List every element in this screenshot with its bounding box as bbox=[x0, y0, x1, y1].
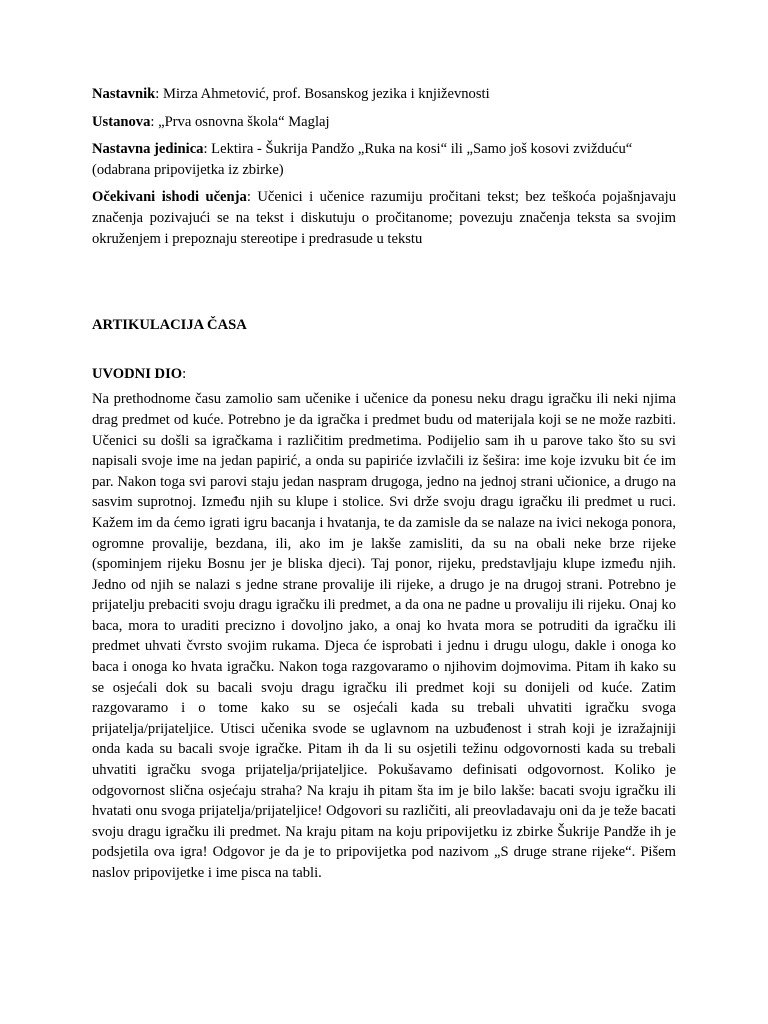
outcomes-label: Očekivani ishodi učenja bbox=[92, 189, 247, 206]
teaching-unit-line bbox=[92, 139, 676, 180]
teaching-unit-value: : Lektira - Šukrija Pandžo „Ruka na kosi“ ili „Samo još kosovi zvižduću“ (odabrana pripovijetka iz zbirke) bbox=[92, 141, 633, 178]
teaching-unit-label: Nastavna jedinica bbox=[92, 141, 204, 158]
intro-paragraph: Na prethodnome času zamolio sam učenike i učenice da ponesu neku dragu igračku ili neki njima drag predmet od kuće. Potrebno je da igračka i predmet budu od materijala koji se ne može razbiti. Učenici su došli sa igračkama i različitim predmetima. Podijelio sam ih u parove tako što su svi napisali svoje ime na jedan papirić, a onda su papiriće izvlačili iz šešira: ime koje izvuku bit će im par. Nakon toga svi parovi staju jedan naspram drugoga, jedno na jednoj strani učionice, a drugo na sasvim suprotnoj. Između njih su klupe i stolice. Svi drže svoju dragu igračku ili predmet u ruci. Kažem im da ćemo igrati igru bacanja i hvatanja, te da zamisle da se nalaze na ivici nekoga ponora, ogromne provalije, bezdana, ili, ako im je lakše zamisliti, da su na obali neke brze rijeke (spominjem rijeku Bosnu jer je bliska djeci). Taj ponor, rijeku, predstavljaju klupe između njih. Jedno od njih se nalazi s jedne strane provalije ili rijeke, a drugo je na drugoj strani. Potrebno je prijatelju prebaciti svoju dragu igračku ili predmet, a da ona ne padne u provaliju ili rijeku. Onaj ko baca, mora to uraditi precizno i dovoljno jako, a onaj ko hvata mora se potruditi da igračku ili predmet uhvati čvrsto svojim rukama. Djeca će isprobati i jednu i drugu ulogu, dakle i onoga ko baca i onoga ko hvata igračku. Nakon toga razgovaramo o njihovim dojmovima. Pitam ih kako su se osjećali dok su bacali svoju dragu igračku ili predmet koji su donijeli od kuće. Zatim razgovaramo i o tome kako su se osjećali kada su trebali uhvatiti igračku svoga prijatelja/prijateljice. Utisci učenika svode se uglavnom na uzbuđenost i strah koji je izražajniji onda kada su bacali svoje igračke. Pitam ih da li su osjetili težinu odgovornosti kada su trebali uhvatiti igračku svoga prijatelja/prijateljice. Pokušavamo definisati odgovornost. Koliko je odgovornost slična osjećaju straha? Na kraju ih pitam šta im je bilo lakše: bacati svoju igračku ili hvatati onu svoga prijatelja/prijateljice! Odgovori su različiti, ali preovladavaju oni da je teže bacati svoju dragu igračku ili predmet. Na kraju pitam na koju pripovijetku iz zbirke Šukrije Pandže ih je podsjetila ova igra! Odgovor je da je to pripovijetka pod nazivom „S druge strane rijeke“. Pišem naslov pripovijetke i ime pisca na tabli. bbox=[92, 391, 676, 881]
teacher-label: Nastavnik bbox=[92, 86, 156, 102]
teacher-value: : Mirza Ahmetović, prof. Bosanskog jezika i književnosti bbox=[155, 86, 490, 102]
intro-heading-label: UVODNI DIO bbox=[92, 365, 183, 382]
outcomes-value: : Učenici i učenice razumiju pročitani tekst; bez teškoća pojašnjavaju značenja pozivajući se na tekst i diskutuju o pročitanome; povezuju značenja teksta sa svojim okruženjem i prepoznaju stereotipe i predrasude u tekstu bbox=[92, 189, 677, 247]
teacher-line bbox=[92, 84, 676, 105]
institution-line bbox=[92, 112, 676, 133]
intro-heading-suffix: : bbox=[182, 365, 187, 382]
outcomes-line bbox=[92, 187, 676, 249]
articulation-title: ARTIKULACIJA ČASA bbox=[92, 317, 247, 334]
intro-heading bbox=[92, 364, 676, 385]
institution-label: Ustanova bbox=[92, 113, 151, 130]
institution-value: : „Prva osnovna škola“ Maglaj bbox=[150, 113, 330, 130]
document-page bbox=[92, 84, 676, 884]
